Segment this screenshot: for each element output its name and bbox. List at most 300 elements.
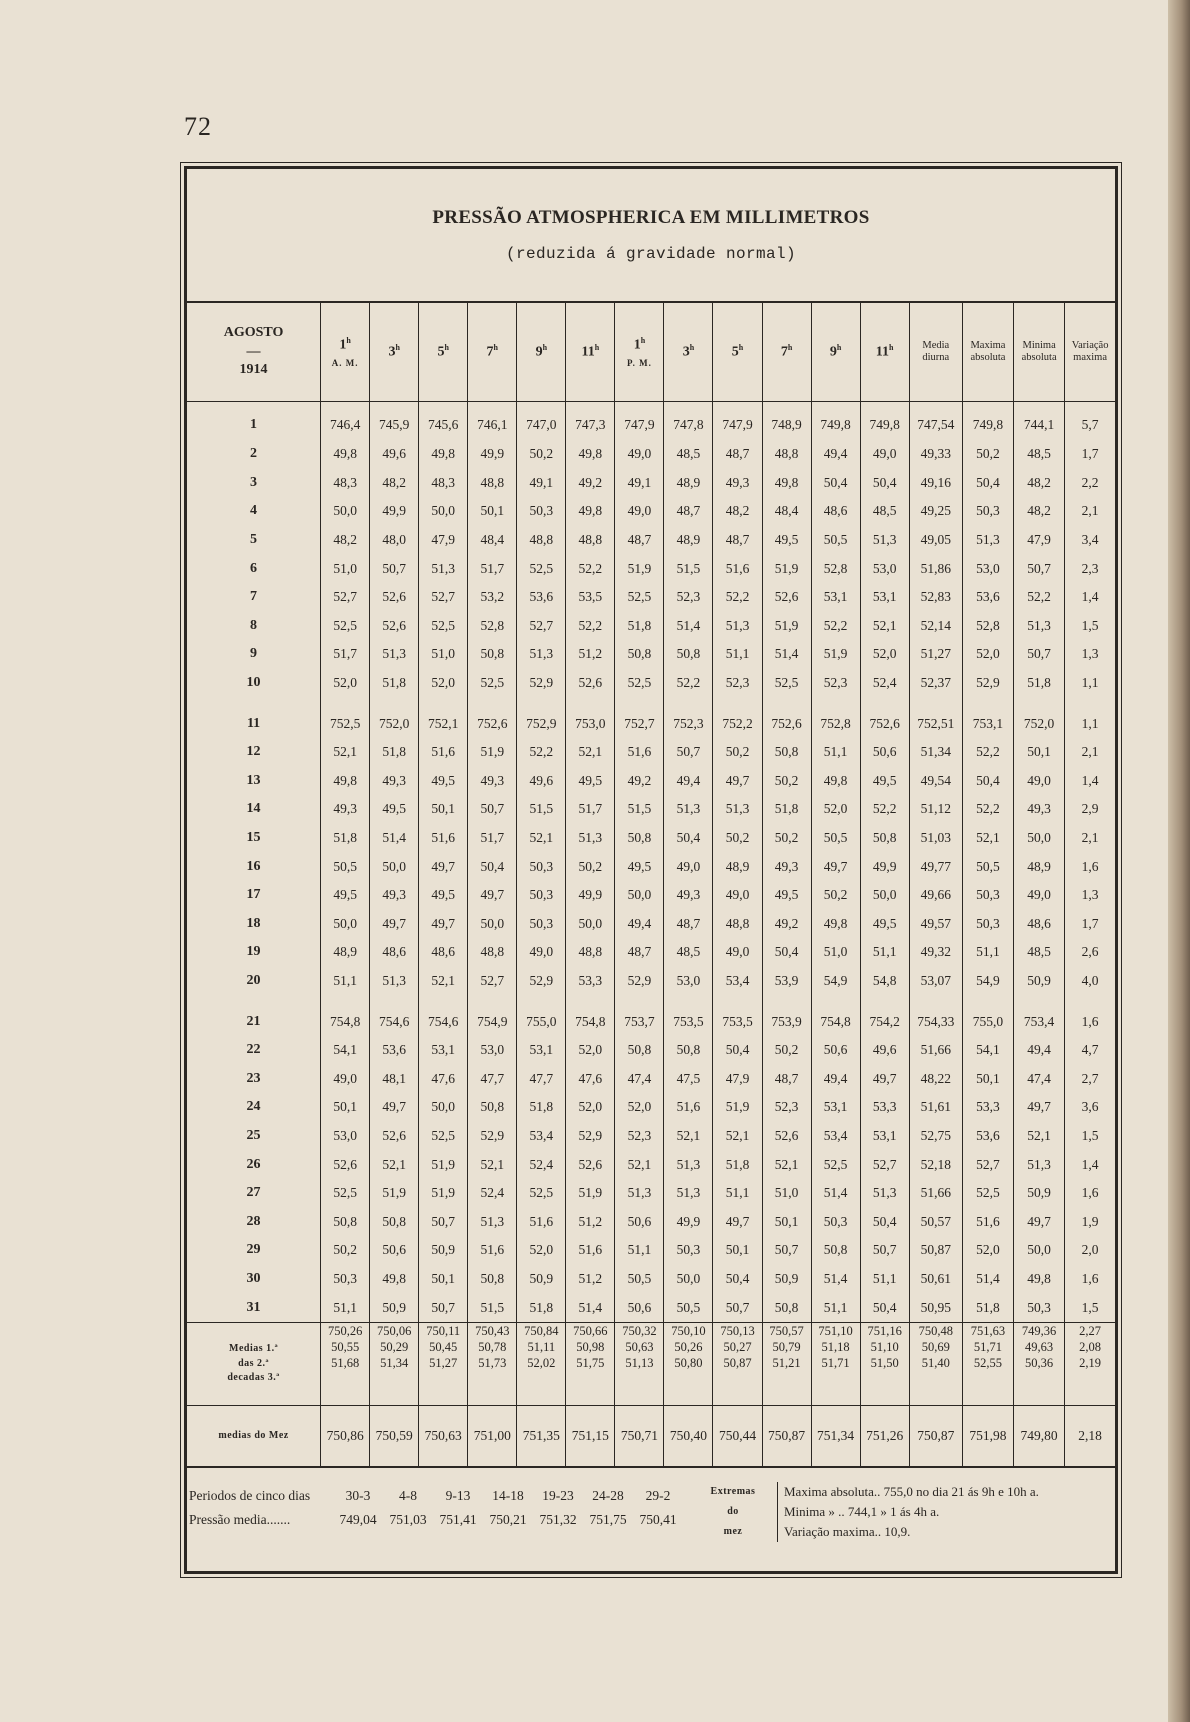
pressure-cell: 52,0: [962, 640, 1013, 669]
pressure-cell: 48,8: [566, 938, 615, 967]
hour-header: [811, 303, 860, 402]
pressure-cell: 51,8: [517, 1093, 566, 1122]
pressure-cell: 53,5: [566, 583, 615, 612]
table-row: [187, 1150, 1115, 1179]
pressure-cell: 47,6: [566, 1064, 615, 1093]
pressure-cell: 51,1: [860, 938, 909, 967]
pressure-cell: 52,2: [962, 795, 1013, 824]
pressure-cell: 52,1: [664, 1122, 713, 1151]
pressure-cell: 50,4: [664, 824, 713, 853]
pressure-cell: 50,7: [468, 795, 517, 824]
day-number: 9: [250, 646, 258, 662]
day-number: 28: [246, 1213, 261, 1229]
gap-cell: [517, 697, 566, 709]
pressure-cell: 753,5: [713, 1007, 762, 1036]
pressure-cell: 52,5: [811, 1150, 860, 1179]
decade-mean-cell: [811, 1322, 860, 1405]
table-row: [187, 824, 1115, 853]
pressure-cell: 50,5: [962, 852, 1013, 881]
pressure-cell: 51,8: [713, 1150, 762, 1179]
medias-decadas-label: [187, 1322, 321, 1405]
decade-mean-value: 50,26: [674, 1340, 703, 1355]
pressure-cell: 752,7: [615, 709, 664, 738]
pressure-cell: 49,7: [468, 881, 517, 910]
pressure-cell: 49,5: [762, 881, 811, 910]
pressure-cell: 49,8: [811, 767, 860, 796]
pressure-cell: 52,1: [615, 1150, 664, 1179]
pressure-cell: 52,2: [566, 554, 615, 583]
pressure-cell: 52,6: [370, 583, 419, 612]
pressure-cell: 52,9: [517, 669, 566, 698]
pressure-cell: 49,0: [615, 497, 664, 526]
pressure-cell: 53,0: [664, 967, 713, 996]
pressure-cell: 51,6: [615, 738, 664, 767]
pressure-cell: 48,9: [321, 938, 370, 967]
pressure-cell: 49,4: [664, 767, 713, 796]
decade-mean-cell: [370, 1322, 419, 1405]
pressure-cell: 753,5: [664, 1007, 713, 1036]
pressure-cell: 50,7: [664, 738, 713, 767]
pressure-cell: 49,8: [370, 1265, 419, 1294]
decade-mean-value: 50,63: [625, 1340, 654, 1355]
pressure-cell: 1,6: [1065, 1007, 1115, 1036]
pressure-cell: 50,1: [962, 1064, 1013, 1093]
pressure-cell: 50,2: [517, 440, 566, 469]
pressure-cell: 49,3: [1014, 795, 1065, 824]
gap-cell: [1065, 995, 1115, 1007]
pressure-cell: 1,3: [1065, 640, 1115, 669]
day-number: 24: [246, 1099, 261, 1115]
hour-suffix: h: [542, 343, 548, 353]
day-number: 27: [246, 1185, 261, 1201]
hour-header: [321, 303, 370, 402]
pressure-cell: 50,3: [517, 497, 566, 526]
pressure-cell: 50,6: [860, 738, 909, 767]
medias-label-word: Medias: [229, 1343, 264, 1355]
period-range: 24-28: [592, 1487, 624, 1503]
pressure-cell: 51,4: [664, 612, 713, 641]
pressure-cell: 50,1: [713, 1236, 762, 1265]
pressure-cell: 51,3: [517, 640, 566, 669]
hour-value: 9: [535, 344, 543, 360]
month-mean-cell: 751,35: [517, 1405, 566, 1466]
decade-mean-cell: [1014, 1322, 1065, 1405]
table-row: [187, 440, 1115, 469]
pressure-cell: 48,7: [664, 910, 713, 939]
pressure-cell: 50,0: [321, 497, 370, 526]
pressure-cell: 51,3: [615, 1179, 664, 1208]
pressure-cell: 52,1: [321, 738, 370, 767]
pressure-cell: 50,9: [1014, 967, 1065, 996]
pressure-cell: 1,6: [1065, 1179, 1115, 1208]
pressure-cell: 50,2: [566, 852, 615, 881]
month-label: AGOSTO: [223, 324, 284, 340]
hour-suffix: h: [395, 343, 400, 353]
hour-suffix: h: [689, 343, 695, 353]
pressure-cell: 49,9: [860, 852, 909, 881]
pressure-cell: 49,8: [1014, 1265, 1065, 1294]
pressure-cell: 747,3: [566, 402, 615, 441]
pressure-cell: 47,7: [517, 1064, 566, 1093]
pressure-cell: 50,3: [962, 910, 1013, 939]
pressure-cell: 752,6: [468, 709, 517, 738]
pressure-cell: 51,34: [909, 738, 962, 767]
minima-absoluta-header-line1: Minima: [1022, 339, 1056, 351]
decade-mean-value: 51,73: [478, 1356, 507, 1371]
decade-mean-value: 50,27: [723, 1340, 752, 1355]
pressure-cell: 53,0: [321, 1122, 370, 1151]
month-mean-cell: 751,00: [468, 1405, 517, 1466]
pressure-cell: 753,4: [1014, 1007, 1065, 1036]
pressure-cell: 51,27: [909, 640, 962, 669]
hour-suffix: h: [640, 336, 646, 346]
extremas-maxima: Maxima absoluta.. 755,0 no dia 21 ás 9h e 10h a.: [784, 1483, 1039, 1499]
pressure-cell: 53,1: [419, 1036, 468, 1065]
day-number: 17: [246, 887, 261, 903]
pressure-cell: 50,2: [321, 1236, 370, 1265]
pressure-cell: 50,1: [762, 1207, 811, 1236]
pressure-cell: 50,3: [517, 910, 566, 939]
pressure-cell: 50,0: [566, 910, 615, 939]
day-number: 4: [250, 503, 258, 519]
pressure-cell: 48,6: [1014, 910, 1065, 939]
pressure-cell: 48,6: [419, 938, 468, 967]
pressure-cell: 49,7: [370, 910, 419, 939]
hour-header: [419, 303, 468, 402]
pressure-cell: 52,1: [566, 738, 615, 767]
pressure-cell: 747,9: [615, 402, 664, 441]
pressure-cell: 50,0: [419, 1093, 468, 1122]
day-number: 10: [246, 675, 261, 691]
pressure-cell: 50,8: [468, 1265, 517, 1294]
table-row: [187, 881, 1115, 910]
pressure-cell: 49,3: [468, 767, 517, 796]
decade-mean-value: 51,50: [870, 1356, 899, 1371]
pressure-cell: 747,8: [664, 402, 713, 441]
periods-label: Periodos de cinco dias: [189, 1487, 311, 1503]
extremas-lines: [777, 1482, 1114, 1542]
pressure-cell: 49,0: [713, 881, 762, 910]
day-number: 19: [246, 944, 261, 960]
pressure-cell: 49,8: [321, 440, 370, 469]
table-row: [187, 1064, 1115, 1093]
pressure-cell: 52,3: [615, 1122, 664, 1151]
pressure-cell: 50,0: [1014, 824, 1065, 853]
hour-suffix: h: [594, 343, 600, 353]
pressure-cell: 48,9: [713, 852, 762, 881]
pressure-cell: 50,8: [468, 1093, 517, 1122]
table-title: PRESSÃO ATMOSPHERICA EM MILLIMETROS: [432, 207, 870, 228]
pressure-cell: 53,6: [962, 583, 1013, 612]
pressure-cell: 52,1: [419, 967, 468, 996]
gap-cell: [566, 995, 615, 1007]
table-row: [187, 738, 1115, 767]
gap-cell: [713, 697, 762, 709]
gap-cell: [664, 995, 713, 1007]
gap-cell: [860, 995, 909, 1007]
decade-mean-value: 51,71: [821, 1356, 850, 1371]
periods-block: [187, 1484, 687, 1532]
month-mean-cell: 751,98: [962, 1405, 1013, 1466]
month-mean-cell: 750,87: [762, 1405, 811, 1466]
pressure-cell: 48,7: [615, 526, 664, 555]
hour-suffix: h: [493, 343, 498, 353]
pressure-cell: 50,5: [811, 526, 860, 555]
hour-value: 11: [875, 344, 890, 360]
pressure-cell: 52,1: [1014, 1122, 1065, 1151]
pressure-cell: 51,1: [713, 640, 762, 669]
pressure-cell: 50,1: [468, 497, 517, 526]
pressure-cell: 747,54: [909, 402, 962, 441]
pressure-cell: 52,5: [419, 1122, 468, 1151]
pressure-cell: 51,0: [811, 938, 860, 967]
pressure-cell: 47,9: [1014, 526, 1065, 555]
decade-mean-value: 51,11: [527, 1340, 556, 1355]
pressure-cell: 49,4: [615, 910, 664, 939]
pressure-cell: 50,2: [811, 881, 860, 910]
pressure-cell: 49,3: [664, 881, 713, 910]
month-mean-cell: 750,40: [664, 1405, 713, 1466]
year-label: 1914: [239, 362, 268, 378]
hour-suffix: h: [738, 343, 744, 353]
extremas-mez: mez: [723, 1525, 743, 1537]
pressure-cell: 755,0: [962, 1007, 1013, 1036]
pressure-cell: 50,9: [517, 1265, 566, 1294]
month-mean-cell: 751,26: [860, 1405, 909, 1466]
period-range: 4-8: [399, 1487, 417, 1503]
pressure-cell: 752,9: [517, 709, 566, 738]
pressure-cell: 2,1: [1065, 497, 1115, 526]
gap-cell: [468, 697, 517, 709]
pressure-cell: 52,1: [860, 612, 909, 641]
table-row: [187, 1293, 1115, 1322]
pressure-cell: 49,3: [762, 852, 811, 881]
pressure-cell: 2,6: [1065, 938, 1115, 967]
pressure-cell: 49,5: [566, 767, 615, 796]
periods-ranges-row: [187, 1484, 687, 1508]
pressure-cell: 49,5: [419, 767, 468, 796]
pressure-cell: 49,3: [370, 767, 419, 796]
hour-header: [664, 303, 713, 402]
hour-suffix: h: [836, 343, 842, 353]
pressure-cell: 52,3: [811, 669, 860, 698]
pressure-cell: 50,8: [615, 824, 664, 853]
pressure-cell: 51,3: [962, 526, 1013, 555]
day-number: 30: [246, 1270, 261, 1286]
pressure-cell: 54,9: [962, 967, 1013, 996]
decade-mean-value: 2,27: [1079, 1323, 1102, 1338]
extremas-word: Extremas: [710, 1485, 756, 1497]
pressure-cell: 50,4: [860, 1293, 909, 1322]
pressure-cell: 49,54: [909, 767, 962, 796]
decade-mean-cell: [419, 1322, 468, 1405]
pressure-cell: 51,9: [811, 640, 860, 669]
maxima-absoluta-header-line2: absoluta: [970, 352, 1006, 363]
pressure-cell: 53,3: [962, 1093, 1013, 1122]
gap-cell: [909, 995, 962, 1007]
pressure-cell: 52,4: [517, 1150, 566, 1179]
pressure-cell: 53,1: [517, 1036, 566, 1065]
gap-cell: [909, 697, 962, 709]
pressure-cell: 52,1: [517, 824, 566, 853]
pressure-cell: 52,5: [762, 669, 811, 698]
medias-label-word: decadas: [227, 1372, 265, 1384]
gap-cell: [517, 995, 566, 1007]
day-number: 5: [250, 532, 258, 548]
pressure-cell: 53,07: [909, 967, 962, 996]
pressure-cell: 49,9: [664, 1207, 713, 1236]
table-body: [187, 402, 1115, 1466]
pressure-cell: 50,1: [1014, 738, 1065, 767]
pressure-cell: 51,3: [713, 612, 762, 641]
pressure-cell: 48,2: [1014, 469, 1065, 498]
decade-mean-value: 2,08: [1079, 1340, 1102, 1355]
pressure-cell: 50,5: [664, 1293, 713, 1322]
decade-mean-cell: [321, 1322, 370, 1405]
table-row: [187, 669, 1115, 698]
decade-mean-cell: [713, 1322, 762, 1405]
pressure-cell: 51,0: [419, 640, 468, 669]
pressure-cell: 52,2: [713, 583, 762, 612]
pressure-cell: 52,5: [615, 583, 664, 612]
decade-gap: [187, 697, 1115, 709]
pressure-cell: 50,0: [664, 1265, 713, 1294]
pressure-cell: 52,6: [762, 583, 811, 612]
pressure-cell: 51,9: [419, 1179, 468, 1208]
maxima-absoluta-header: [962, 303, 1013, 402]
pressure-cell: 49,7: [1014, 1093, 1065, 1122]
pressure-cell: 51,6: [468, 1236, 517, 1265]
title-block: [187, 169, 1115, 303]
pressure-cell: 50,5: [321, 852, 370, 881]
pressure-cell: 52,2: [517, 738, 566, 767]
gap-cell: [860, 697, 909, 709]
pressure-cell: 50,6: [615, 1293, 664, 1322]
pressure-cell: 48,8: [468, 469, 517, 498]
pressure-cell: 52,5: [962, 1179, 1013, 1208]
pressure-cell: 1,6: [1065, 852, 1115, 881]
pressure-cell: 50,9: [1014, 1179, 1065, 1208]
pressure-cell: 50,2: [713, 824, 762, 853]
pressure-cell: 48,6: [811, 497, 860, 526]
pressure-cell: 50,3: [811, 1207, 860, 1236]
decade-mean-value: 51,13: [625, 1356, 654, 1371]
pressure-cell: 53,2: [468, 583, 517, 612]
pressure-cell: 2,7: [1065, 1064, 1115, 1093]
pressure-cell: 51,1: [615, 1236, 664, 1265]
pressure-cell: 49,0: [713, 938, 762, 967]
table-row: [187, 1036, 1115, 1065]
pressure-cell: 51,6: [419, 738, 468, 767]
pressure-cell: 51,66: [909, 1036, 962, 1065]
footer: [187, 1466, 1115, 1618]
pressure-cell: 51,1: [713, 1179, 762, 1208]
period-range: 19-23: [542, 1487, 574, 1503]
pressure-cell: 51,9: [468, 738, 517, 767]
pressure-cell: 52,8: [811, 554, 860, 583]
month-mean-cell: 750,87: [909, 1405, 962, 1466]
pressure-cell: 48,7: [713, 526, 762, 555]
day-number: 21: [246, 1013, 261, 1029]
pressure-cell: 49,0: [517, 938, 566, 967]
decade-mean-value: 50,69: [921, 1340, 950, 1355]
pressure-cell: 49,8: [321, 767, 370, 796]
pressure-cell: 48,5: [1014, 938, 1065, 967]
pressure-cell: 52,0: [811, 795, 860, 824]
pressure-cell: 746,1: [468, 402, 517, 441]
pressure-cell: 1,1: [1065, 669, 1115, 698]
decade-mean-value: 51,75: [576, 1356, 605, 1371]
month-mean-cell: 750,71: [615, 1405, 664, 1466]
pressure-cell: 51,6: [713, 554, 762, 583]
period-mean: 750,41: [639, 1511, 677, 1527]
pressure-cell: 745,9: [370, 402, 419, 441]
pressure-cell: 753,9: [762, 1007, 811, 1036]
pressure-cell: 49,9: [370, 497, 419, 526]
hour-value: 5: [731, 344, 739, 360]
pressure-cell: 47,4: [615, 1064, 664, 1093]
pressure-cell: 48,8: [713, 910, 762, 939]
pressure-cell: 48,5: [664, 938, 713, 967]
decade-mean-cell: [517, 1322, 566, 1405]
pressure-cell: 49,05: [909, 526, 962, 555]
hour-header: [517, 303, 566, 402]
media-diurna-header-line1: Media: [922, 339, 950, 351]
pressure-cell: 51,3: [664, 1179, 713, 1208]
pressure-cell: 48,7: [664, 497, 713, 526]
decade-mean-value: 751,16: [867, 1323, 902, 1338]
pressure-cell: 49,0: [321, 1064, 370, 1093]
period-mean: 751,32: [539, 1511, 577, 1527]
pressure-cell: 752,8: [811, 709, 860, 738]
pressure-cell: 49,8: [419, 440, 468, 469]
decade-mean-value: 750,32: [622, 1323, 657, 1338]
pressure-cell: 748,9: [762, 402, 811, 441]
pressure-cell: 51,1: [811, 1293, 860, 1322]
pressure-cell: 47,7: [468, 1064, 517, 1093]
hour-header: [468, 303, 517, 402]
pressure-cell: 49,25: [909, 497, 962, 526]
decade-mean-value: 50,78: [478, 1340, 507, 1355]
pressure-cell: 54,1: [962, 1036, 1013, 1065]
pressure-cell: 754,8: [811, 1007, 860, 1036]
pressure-cell: 52,2: [860, 795, 909, 824]
decade-mean-value: 52,02: [527, 1356, 556, 1371]
hour-suffix: h: [889, 343, 894, 353]
decade-mean-value: 750,26: [327, 1323, 363, 1338]
pressure-cell: 4,7: [1065, 1036, 1115, 1065]
pressure-cell: 49,7: [370, 1093, 419, 1122]
pressure-cell: 51,4: [811, 1265, 860, 1294]
pressure-cell: 49,0: [664, 852, 713, 881]
pressure-cell: 50,6: [370, 1236, 419, 1265]
gap-cell: [370, 697, 419, 709]
pressure-cell: 50,1: [321, 1093, 370, 1122]
pressure-cell: 51,7: [566, 795, 615, 824]
pressure-cell: 51,6: [517, 1207, 566, 1236]
decade-mean-cell: [860, 1322, 909, 1405]
pressure-cell: 753,7: [615, 1007, 664, 1036]
month-mean-cell: 751,15: [566, 1405, 615, 1466]
pressure-cell: 51,6: [566, 1236, 615, 1265]
gap-cell: [419, 697, 468, 709]
pressure-cell: 52,3: [762, 1093, 811, 1122]
pressure-cell: 47,4: [1014, 1064, 1065, 1093]
pressure-cell: 754,6: [419, 1007, 468, 1036]
month-mean-cell: 2,18: [1065, 1405, 1115, 1466]
pressure-cell: 49,5: [321, 881, 370, 910]
table-row: [187, 640, 1115, 669]
